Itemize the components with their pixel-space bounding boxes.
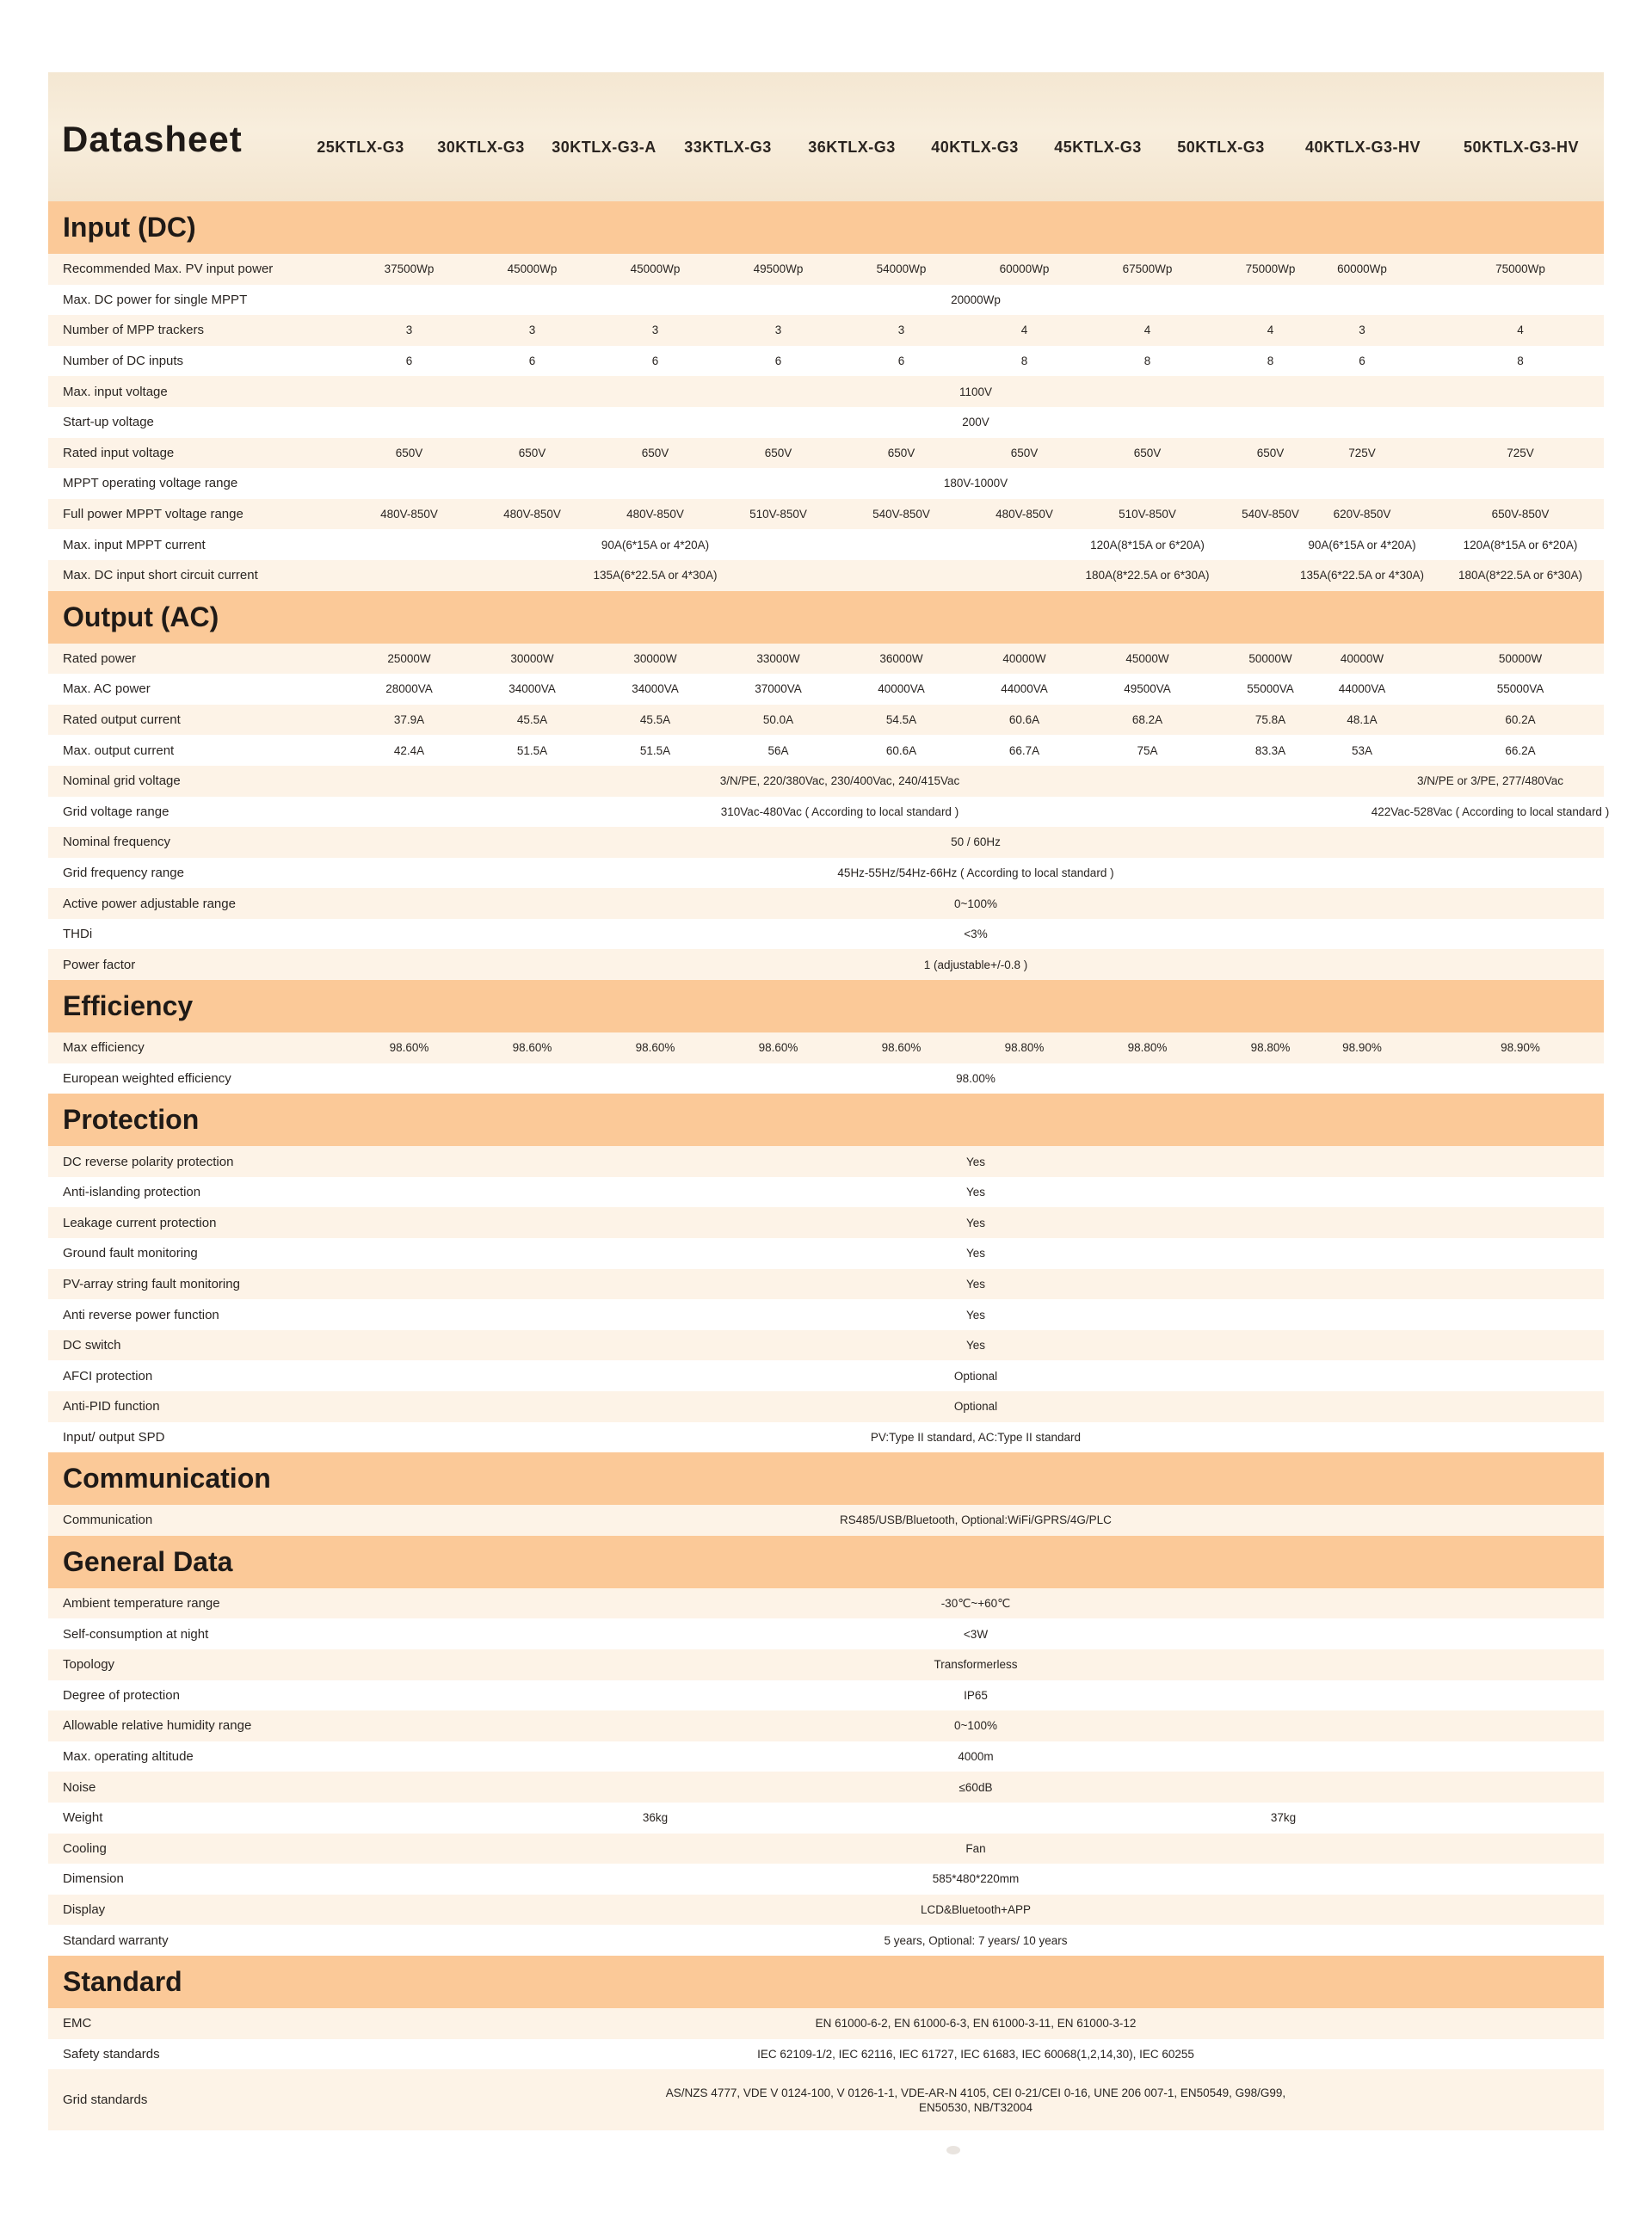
spec-value: 83.3A xyxy=(1254,743,1286,757)
spec-label: Start-up voltage xyxy=(63,415,154,430)
spec-row xyxy=(48,285,1604,316)
spec-value: 98.90% xyxy=(1342,1041,1382,1055)
spec-value: LCD&Bluetooth+APP xyxy=(921,1903,1031,1917)
spec-row xyxy=(48,1618,1604,1649)
spec-value: 30000W xyxy=(633,651,677,665)
spec-row xyxy=(48,1925,1604,1956)
spec-value: Transformerless xyxy=(934,1658,1018,1672)
spec-value: 36kg xyxy=(642,1811,669,1825)
spec-value: 34000VA xyxy=(509,682,556,696)
spec-value: 480V-850V xyxy=(503,508,561,521)
spec-label: Full power MPPT voltage range xyxy=(63,507,243,522)
spec-label: Nominal frequency xyxy=(63,835,171,850)
spec-label: Nominal grid voltage xyxy=(63,774,181,789)
spec-row xyxy=(48,254,1604,285)
spec-value: 20000Wp xyxy=(951,293,1001,306)
section-heading: Communication xyxy=(48,1452,1604,1505)
spec-label: Recommended Max. PV input power xyxy=(63,262,274,277)
spec-value: 3 xyxy=(1359,324,1365,337)
spec-value: 98.00% xyxy=(956,1071,996,1085)
spec-value: 28000VA xyxy=(385,682,433,696)
spec-value: 45000W xyxy=(1125,651,1169,665)
spec-label: Leakage current protection xyxy=(63,1215,217,1230)
section-heading: Output (AC) xyxy=(48,591,1604,644)
spec-value: 3 xyxy=(405,324,413,337)
spec-label: Dimension xyxy=(63,1871,124,1887)
spec-row xyxy=(48,1588,1604,1619)
spec-value: Yes xyxy=(965,1247,986,1260)
spec-value: 50.0A xyxy=(762,713,794,727)
spec-value: 98.80% xyxy=(1004,1041,1045,1055)
spec-value: IEC 62109-1/2, IEC 62116, IEC 61727, IEC 61683, IEC 60068(1,2,14,30), IEC 60255 xyxy=(757,2047,1194,2061)
section-heading: Standard xyxy=(48,1956,1604,2008)
spec-row xyxy=(48,1207,1604,1238)
spec-value: -30℃~+60℃ xyxy=(940,1597,1011,1611)
model-name: 25KTLX-G3 xyxy=(317,139,404,156)
spec-row xyxy=(48,560,1604,591)
spec-value: 98.80% xyxy=(1127,1041,1168,1055)
spec-label: Safety standards xyxy=(63,2046,160,2062)
spec-value: 510V-850V xyxy=(749,508,807,521)
spec-row xyxy=(48,858,1604,889)
spec-value: 44000VA xyxy=(1338,682,1386,696)
datasheet-table xyxy=(48,72,1610,2130)
spec-value: 650V xyxy=(395,446,423,459)
spec-label: Max efficiency xyxy=(63,1040,145,1056)
spec-label: Input/ output SPD xyxy=(63,1429,165,1445)
spec-value: Yes xyxy=(965,1339,986,1353)
model-name: 36KTLX-G3 xyxy=(808,139,896,156)
spec-label: Rated power xyxy=(63,650,137,666)
spec-value: 650V xyxy=(1133,446,1162,459)
spec-value: 55000VA xyxy=(1496,682,1544,696)
spec-value: 51.5A xyxy=(516,743,548,757)
spec-value: 5 years, Optional: 7 years/ 10 years xyxy=(884,1933,1068,1947)
spec-label: Grid frequency range xyxy=(63,865,184,880)
spec-row xyxy=(48,797,1610,828)
spec-value: 3/N/PE, 220/380Vac, 230/400Vac, 240/415Vac xyxy=(719,774,960,788)
spec-value: 725V xyxy=(1348,446,1376,459)
spec-label: DC reverse polarity protection xyxy=(63,1154,234,1169)
spec-value: 3 xyxy=(651,324,659,337)
spec-value: 90A(6*15A or 4*20A) xyxy=(1308,538,1416,552)
spec-row xyxy=(48,499,1604,530)
spec-row xyxy=(48,1146,1604,1177)
page-title: Datasheet xyxy=(62,119,243,159)
spec-row xyxy=(48,735,1604,766)
spec-value: 37500Wp xyxy=(384,262,435,276)
spec-value: 98.80% xyxy=(1250,1041,1291,1055)
spec-value: 6 xyxy=(774,354,782,368)
spec-value: 540V-850V xyxy=(1242,508,1299,521)
spec-value: 54000Wp xyxy=(876,262,927,276)
spec-value: Yes xyxy=(965,1216,986,1230)
spec-label: EMC xyxy=(63,2016,92,2031)
spec-value: 42.4A xyxy=(393,743,425,757)
spec-value: 40000VA xyxy=(878,682,925,696)
spec-value: 120A(8*15A or 6*20A) xyxy=(1090,538,1205,552)
spec-value: Fan xyxy=(965,1841,986,1855)
model-name: 40KTLX-G3 xyxy=(931,139,1019,156)
spec-value: Optional xyxy=(953,1400,998,1414)
spec-value: 67500Wp xyxy=(1122,262,1173,276)
spec-value: 620V-850V xyxy=(1333,508,1391,521)
spec-value: 3/N/PE or 3/PE, 277/480Vac xyxy=(1416,774,1564,788)
spec-value: Yes xyxy=(965,1155,986,1168)
spec-value: 49500VA xyxy=(1124,682,1171,696)
spec-value: 4 xyxy=(1020,324,1028,337)
spec-label: Grid standards xyxy=(63,2092,148,2108)
spec-value: 422Vac-528Vac ( According to local standard ) xyxy=(1371,804,1610,818)
model-name: 40KTLX-G3-HV xyxy=(1304,139,1421,156)
spec-row xyxy=(48,1834,1604,1864)
spec-value: 50 / 60Hz xyxy=(951,835,1001,849)
spec-row xyxy=(48,1505,1604,1536)
spec-label: Communication xyxy=(63,1513,153,1528)
datasheet-body xyxy=(48,201,1610,2130)
spec-value: 6 xyxy=(405,354,413,368)
page-marker xyxy=(946,2146,960,2154)
spec-label: Active power adjustable range xyxy=(63,896,236,911)
spec-value: AS/NZS 4777, VDE V 0124-100, V 0126-1-1, VDE-AR-N 4105, CEI 0-21/CEI 0-16, UNE 206 007-1, EN50549, G98/G99, EN50530, NB/T32004 xyxy=(665,2086,1286,2114)
spec-value: 49500Wp xyxy=(753,262,804,276)
spec-row xyxy=(48,674,1604,705)
datasheet-header xyxy=(48,72,1604,201)
spec-value: 60000Wp xyxy=(1337,262,1387,276)
spec-row xyxy=(48,919,1604,950)
spec-value: 98.90% xyxy=(1501,1041,1540,1055)
spec-value: 34000VA xyxy=(632,682,679,696)
spec-row xyxy=(48,766,1604,797)
spec-row xyxy=(48,438,1604,469)
spec-value: 180V-1000V xyxy=(943,477,1008,490)
spec-value: 37.9A xyxy=(393,713,425,727)
spec-label: Rated output current xyxy=(63,712,181,728)
spec-label: Cooling xyxy=(63,1840,107,1856)
model-name: 50KTLX-G3-HV xyxy=(1463,139,1580,156)
spec-value: 68.2A xyxy=(1131,713,1163,727)
spec-value: 650V xyxy=(518,446,546,459)
spec-value: 6 xyxy=(1359,354,1365,368)
spec-value: 60.2A xyxy=(1505,713,1536,727)
spec-value: 135A(6*22.5A or 4*30A) xyxy=(593,569,718,582)
spec-value: 90A(6*15A or 4*20A) xyxy=(601,538,710,552)
spec-value: 650V-850V xyxy=(1491,508,1550,521)
spec-row xyxy=(48,949,1604,980)
spec-value: 45.5A xyxy=(516,713,548,727)
model-name: 50KTLX-G3 xyxy=(1177,139,1265,156)
spec-value: 135A(6*22.5A or 4*30A) xyxy=(1299,569,1425,582)
spec-value: 50000W xyxy=(1248,651,1292,665)
spec-value: 480V-850V xyxy=(380,508,438,521)
spec-value: 8 xyxy=(1517,354,1524,368)
spec-row xyxy=(48,1864,1604,1895)
spec-value: 98.60% xyxy=(758,1041,798,1055)
spec-label: Max. input MPPT current xyxy=(63,537,206,552)
spec-row xyxy=(48,1803,1604,1834)
spec-value: 585*480*220mm xyxy=(932,1872,1020,1886)
spec-row xyxy=(48,1741,1604,1772)
spec-value: 56A xyxy=(767,743,789,757)
spec-value: 3 xyxy=(528,324,536,337)
spec-value: 3 xyxy=(897,324,905,337)
section-heading: Input (DC) xyxy=(48,201,1604,254)
spec-value: 650V xyxy=(641,446,669,459)
spec-value: 98.60% xyxy=(635,1041,675,1055)
spec-value: 54.5A xyxy=(885,713,917,727)
spec-value: 310Vac-480Vac ( According to local standard ) xyxy=(720,804,959,818)
spec-value: 6 xyxy=(651,354,659,368)
spec-value: 0~100% xyxy=(954,897,997,910)
spec-row xyxy=(48,529,1604,560)
spec-label: Display xyxy=(63,1902,106,1918)
spec-value: 4 xyxy=(1143,324,1151,337)
spec-label: Ambient temperature range xyxy=(63,1596,220,1612)
spec-value: 8 xyxy=(1143,354,1151,368)
spec-value: 45000Wp xyxy=(630,262,681,276)
spec-value: 98.60% xyxy=(881,1041,922,1055)
spec-value: 200V xyxy=(962,416,989,429)
spec-value: 30000W xyxy=(510,651,554,665)
spec-value: ≤60dB xyxy=(959,1780,993,1794)
spec-row xyxy=(48,1772,1604,1803)
spec-value: 650V xyxy=(1256,446,1285,459)
spec-label: Degree of protection xyxy=(63,1687,180,1703)
spec-label: Max. DC input short circuit current xyxy=(63,568,258,583)
section-heading: Efficiency xyxy=(48,980,1604,1032)
spec-value: 60.6A xyxy=(1008,713,1040,727)
spec-row xyxy=(48,644,1604,675)
spec-row xyxy=(48,1269,1604,1300)
spec-value: 650V xyxy=(887,446,915,459)
spec-value: 480V-850V xyxy=(626,508,684,521)
spec-value: 650V xyxy=(764,446,792,459)
spec-label: Allowable relative humidity range xyxy=(63,1718,252,1734)
section-heading: General Data xyxy=(48,1536,1604,1588)
model-name: 30KTLX-G3 xyxy=(437,139,525,156)
spec-value: EN 61000-6-2, EN 61000-6-3, EN 61000-3-11, EN 61000-3-12 xyxy=(815,2017,1137,2031)
spec-value: 40000W xyxy=(1002,651,1046,665)
spec-value: <3% xyxy=(964,928,988,941)
spec-value: 25000W xyxy=(387,651,431,665)
spec-value: 180A(8*22.5A or 6*30A) xyxy=(1085,569,1210,582)
spec-value: 4 xyxy=(1267,324,1274,337)
spec-value: 48.1A xyxy=(1347,713,1378,727)
spec-label: Noise xyxy=(63,1779,96,1795)
spec-value: 44000VA xyxy=(1001,682,1048,696)
spec-value: 50000W xyxy=(1498,651,1543,665)
spec-value: PV:Type II standard, AC:Type II standard xyxy=(870,1430,1082,1444)
spec-value: 60.6A xyxy=(885,743,917,757)
spec-value: 8 xyxy=(1267,354,1274,368)
spec-row xyxy=(48,1360,1604,1391)
spec-value: 75A xyxy=(1137,743,1158,757)
spec-label: Max. AC power xyxy=(63,681,151,697)
spec-value: 37000VA xyxy=(755,682,802,696)
spec-value: Yes xyxy=(965,1186,986,1199)
spec-value: 6 xyxy=(528,354,536,368)
spec-value: 3 xyxy=(774,324,782,337)
spec-label: AFCI protection xyxy=(63,1368,153,1384)
spec-value: 45.5A xyxy=(639,713,671,727)
model-name: 45KTLX-G3 xyxy=(1054,139,1142,156)
spec-value: 540V-850V xyxy=(872,508,930,521)
spec-row xyxy=(48,888,1604,919)
spec-row xyxy=(48,2039,1604,2070)
spec-label: Max. input voltage xyxy=(63,384,168,399)
spec-row xyxy=(48,1710,1604,1741)
spec-value: IP65 xyxy=(964,1688,988,1702)
spec-label: Standard warranty xyxy=(63,1932,169,1948)
spec-label: Anti-PID function xyxy=(63,1399,160,1415)
spec-row xyxy=(48,1032,1604,1063)
spec-row xyxy=(48,1299,1604,1330)
spec-row xyxy=(48,2069,1604,2130)
spec-label: Number of MPP trackers xyxy=(63,323,204,338)
spec-row xyxy=(48,315,1604,346)
model-name: 30KTLX-G3-A xyxy=(552,139,656,156)
spec-value: 40000W xyxy=(1340,651,1384,665)
spec-value: <3W xyxy=(963,1627,989,1641)
spec-value: 4000m xyxy=(958,1750,994,1764)
spec-label: Power factor xyxy=(63,957,136,972)
spec-row xyxy=(48,1895,1604,1926)
spec-row xyxy=(48,407,1604,438)
spec-label: Grid voltage range xyxy=(63,804,170,819)
spec-label: DC switch xyxy=(63,1338,121,1353)
spec-value: RS485/USB/Bluetooth, Optional:WiFi/GPRS/4G/PLC xyxy=(840,1513,1112,1527)
spec-label: European weighted efficiency xyxy=(63,1070,231,1086)
spec-row xyxy=(48,827,1604,858)
spec-value: 98.60% xyxy=(512,1041,552,1055)
spec-row xyxy=(48,1238,1604,1269)
spec-value: 725V xyxy=(1507,446,1534,459)
spec-row xyxy=(48,705,1604,736)
spec-label: Anti-islanding protection xyxy=(63,1185,201,1200)
spec-row xyxy=(48,1422,1604,1453)
spec-value: 1100V xyxy=(959,385,993,398)
spec-value: 4 xyxy=(1517,324,1524,337)
spec-row xyxy=(48,1063,1604,1094)
spec-value: 66.2A xyxy=(1505,743,1536,757)
spec-value: 75000Wp xyxy=(1495,262,1545,276)
spec-label: Topology xyxy=(63,1657,115,1673)
spec-label: Weight xyxy=(63,1810,103,1826)
spec-row xyxy=(48,376,1604,407)
spec-value: Yes xyxy=(965,1277,986,1291)
spec-row xyxy=(48,346,1604,377)
spec-value: 66.7A xyxy=(1008,743,1040,757)
spec-value: 6 xyxy=(897,354,905,368)
spec-value: 98.60% xyxy=(389,1041,429,1055)
spec-value: 45000Wp xyxy=(507,262,558,276)
spec-value: Yes xyxy=(965,1308,986,1322)
spec-value: 55000VA xyxy=(1247,682,1294,696)
spec-label: Ground fault monitoring xyxy=(63,1246,198,1261)
spec-row xyxy=(48,1680,1604,1711)
spec-label: THDi xyxy=(63,927,93,942)
spec-row xyxy=(48,1649,1604,1680)
spec-value: 0~100% xyxy=(954,1719,997,1733)
spec-row xyxy=(48,468,1604,499)
spec-value: 180A(8*22.5A or 6*30A) xyxy=(1458,569,1583,582)
spec-row xyxy=(48,2008,1604,2039)
spec-label: Number of DC inputs xyxy=(63,354,184,369)
spec-value: 75.8A xyxy=(1254,713,1286,727)
spec-value: 53A xyxy=(1351,743,1373,757)
spec-value: 1 (adjustable+/-0.8 ) xyxy=(923,958,1028,971)
spec-label: Max. DC power for single MPPT xyxy=(63,292,248,307)
spec-label: Max. operating altitude xyxy=(63,1749,194,1765)
spec-value: 60000Wp xyxy=(999,262,1050,276)
spec-label: Self-consumption at night xyxy=(63,1626,209,1642)
spec-value: Optional xyxy=(953,1369,998,1383)
spec-value: 33000W xyxy=(756,651,800,665)
spec-row xyxy=(48,1177,1604,1208)
spec-value: 120A(8*15A or 6*20A) xyxy=(1463,538,1578,552)
spec-label: MPPT operating voltage range xyxy=(63,476,238,491)
spec-value: 36000W xyxy=(879,651,923,665)
spec-value: 37kg xyxy=(1270,1811,1297,1825)
spec-label: Anti reverse power function xyxy=(63,1307,219,1322)
model-name: 33KTLX-G3 xyxy=(684,139,772,156)
spec-value: 51.5A xyxy=(639,743,671,757)
spec-label: Rated input voltage xyxy=(63,445,175,460)
spec-value: 650V xyxy=(1010,446,1039,459)
spec-value: 75000Wp xyxy=(1245,262,1296,276)
spec-value: 45Hz-55Hz/54Hz-66Hz ( According to local standard ) xyxy=(837,866,1114,879)
spec-label: Max. output current xyxy=(63,743,175,758)
spec-label: PV-array string fault monitoring xyxy=(63,1276,240,1291)
spec-value: 510V-850V xyxy=(1119,508,1176,521)
spec-value: 480V-850V xyxy=(996,508,1053,521)
spec-value: 8 xyxy=(1020,354,1028,368)
spec-row xyxy=(48,1330,1604,1361)
section-heading: Protection xyxy=(48,1094,1604,1146)
spec-row xyxy=(48,1391,1604,1422)
